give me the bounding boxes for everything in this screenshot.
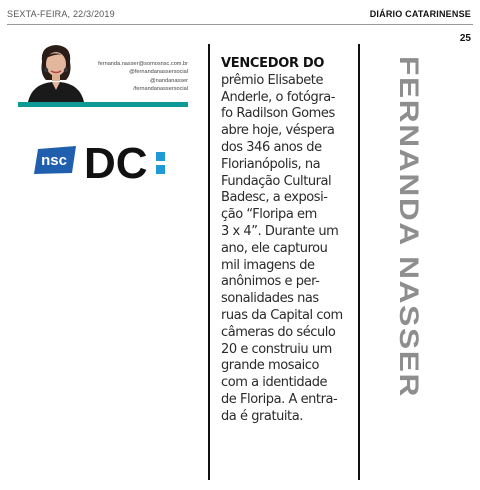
article-line: 3 x 4”. Durante um (221, 223, 339, 239)
column-rule-left (208, 44, 210, 480)
header-divider (7, 24, 473, 25)
dc-logo (84, 138, 174, 184)
article-body (221, 56, 355, 426)
article-line: ção “Floripa em (221, 207, 317, 223)
article-line: com a identidade (221, 375, 328, 391)
contact-social-2[interactable]: @nandanasser (149, 77, 188, 84)
columnist-name-vertical (370, 52, 460, 402)
article-line: sonalidades nas (221, 291, 319, 307)
article-line: Badesc, a exposi- (221, 190, 328, 206)
article-line: Florianópolis, na (221, 156, 321, 172)
column-rule-right (358, 44, 360, 480)
article-line: Fundação Cultural (221, 173, 332, 189)
header-date: SEXTA-FEIRA, 22/3/2019 (7, 9, 115, 19)
article-line: ruas da Capital com (221, 307, 343, 323)
dc-logo-text: DC (84, 139, 148, 184)
article-line: prêmio Elisabete (221, 72, 323, 88)
nsc-logo (32, 145, 78, 175)
article-line: dos 346 anos de (221, 139, 322, 155)
columnist-name: FERNANDA NASSER (394, 56, 424, 348)
columnist-contacts (90, 60, 188, 93)
article-line: fo Radilson Gomes (221, 106, 335, 122)
article-kicker: VENCEDOR DO (221, 56, 325, 71)
article-line: anônimos e per- (221, 274, 320, 290)
contact-social-1[interactable]: @fernandanassersocial (129, 69, 188, 76)
article-line: da é gratuita. (221, 408, 303, 424)
article-line: 20 e construiu um (221, 341, 332, 357)
article-line: grande mosaico (221, 358, 319, 374)
article-line: mil imagens de (221, 257, 315, 273)
columnist-portrait (22, 40, 88, 102)
nsc-logo-text: nsc (41, 152, 67, 169)
article-line: ano, ele capturou (221, 240, 328, 256)
contact-email[interactable]: fernanda.nasser@somosnsc.com.br (98, 61, 188, 67)
article-line: de Floripa. A entra- (221, 391, 338, 407)
page-number: 25 (459, 33, 471, 44)
article-line: abre hoje, véspera (221, 123, 335, 139)
accent-bar (18, 102, 188, 107)
contact-social-3[interactable]: /fernandanassersocial (133, 85, 188, 92)
publication-name: DIÁRIO CATARINENSE (369, 9, 471, 19)
article-line: câmeras do século (221, 324, 336, 340)
article-line: Anderle, o fotógra- (221, 89, 335, 105)
